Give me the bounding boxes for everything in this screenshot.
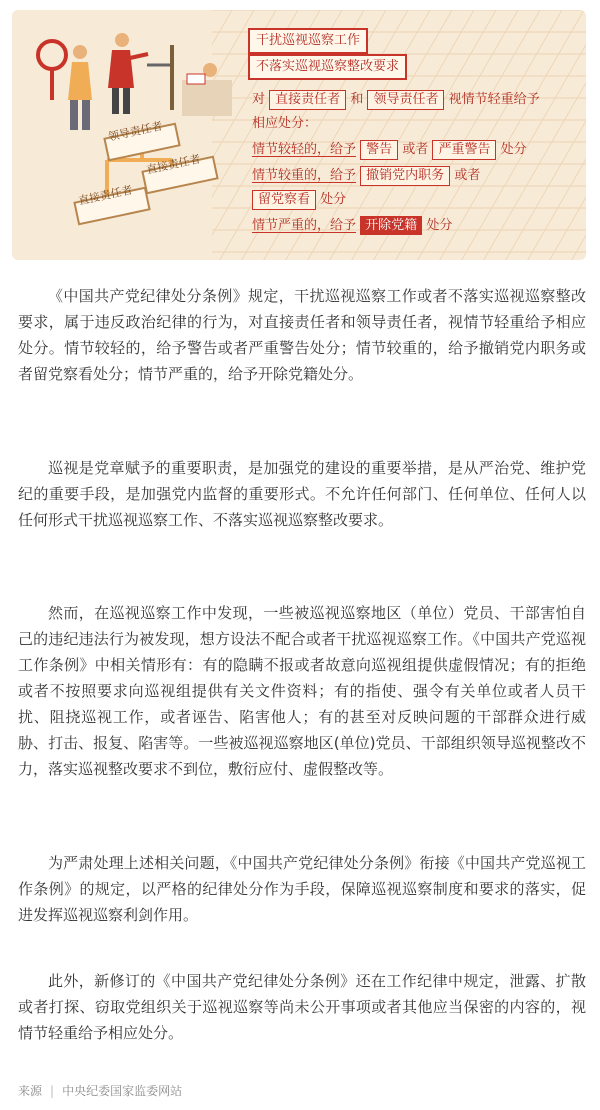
inspector-figure-icon [68,45,92,130]
paragraph-2: 巡视是党章赋予的重要职责，是加强党的建设的重要举措，是从严治党、维护党纪的重要手段，是加强党内监督的重要形式。不允许任何部门、任何单位、任何人以任何形式干扰巡视巡察工作、不落实巡视巡察整改要求。 [18,459,586,529]
paragraph-3: 然而，在巡视巡察工作中发现，一些被巡视巡察地区（单位）党员、干部害怕自己的违纪违法行为被发现，想方设法不配合或者干扰巡视巡察工作。《中国共产党巡视工作条例》中相关情形有：有的隐瞒不报或者故意向巡视组提供虚假情况；有的拒绝或者不按照要求向巡视组提供有关文件资料；有的指使、强令有关单位或者人员干扰、阻挠巡视工作，或者诬告、陷害他人；有的甚至对反映问题的干部群众进行威胁、打击、报复、陷害等。一些被巡视巡察地区(单位)党员、干部组织领导巡视整改不力，落实巡视整改要求不到位，敷衍应付、虚假整改等。 [18,604,586,778]
intro-post: 视情节轻重给予 [448,92,540,107]
paragraph-4: 为严肃处理上述相关问题，《中国共产党纪律处分条例》衔接《中国共产党巡视工作条例》的规定，以严格的纪律处分作为手段，保障巡视巡察制度和要求的落实，促进发挥巡视巡察利剑作用。 [18,854,586,924]
chip-probation: 留党察看 [252,190,316,210]
penalty-row-heavy-2 [252,190,346,210]
intro-pre: 对 [252,92,266,107]
row-severe-post: 处分 [426,218,453,233]
chip-direct-responsible: 直接责任者 [269,90,346,110]
penalty-row-light [252,140,527,160]
chip-leader-responsible: 领导责任者 [367,90,444,110]
title-tag-2: 不落实巡视巡察整改要求 [248,54,407,80]
intro-and: 和 [350,92,364,107]
row-severe-pre: 情节严重的，给予 [252,218,357,233]
row-heavy-or: 或者 [454,168,481,183]
chip-remove-post: 撤销党内职务 [360,166,450,186]
paragraph-5: 此外，新修订的《中国共产党纪律处分条例》还在工作纪律中规定，泄露、扩散或者打探、窃取党组织关于巡视巡察等尚未公开事项或者其他应当保密的内容的，视情节轻重给予相应处分。 [18,972,586,1042]
row-light-post: 处分 [500,142,527,157]
row-light-or: 或者 [402,142,429,157]
penalty-row-heavy [252,166,480,186]
chip-warning: 警告 [360,140,398,160]
chip-expel: 开除党籍 [360,216,422,235]
barrier-icon [147,45,172,110]
row-heavy-post: 处分 [320,192,347,207]
source-name: 中央纪委国家监委网站 [62,1084,183,1098]
paragraph-1: 《中国共产党纪律处分条例》规定，干扰巡视巡察工作或者不落实巡视巡察整改要求，属于违反政治纪律的行为，对直接责任者和领导责任者，视情节轻重给予相应处分。情节较轻的，给予警告或者严重警告处分；情节较重的，给予撤销党内职务或者留党察看处分；情节严重的，给予开除党籍处分。 [18,287,586,383]
title-tag-1: 干扰巡视巡察工作 [248,28,368,54]
sign-leader-text: 领导责任者 [107,119,164,144]
penalty-row-severe [252,216,452,236]
sign-direct-a-text: 直接责任者 [145,152,202,177]
obstructing-figure-icon [108,33,148,114]
header-illustration [12,10,586,260]
penalty-intro-2: 相应处分： [252,116,318,131]
separator: | [50,1084,55,1098]
source-label: 来源 [18,1084,43,1098]
source-footer [18,1082,182,1099]
row-light-pre: 情节较轻的，给予 [252,142,357,157]
chip-serious-warning: 严重警告 [432,140,496,160]
row-heavy-pre: 情节较重的，给予 [252,168,357,183]
sign-direct-b-text: 直接责任者 [77,183,134,208]
magnifier-icon [38,41,66,100]
penalty-intro [252,90,540,110]
